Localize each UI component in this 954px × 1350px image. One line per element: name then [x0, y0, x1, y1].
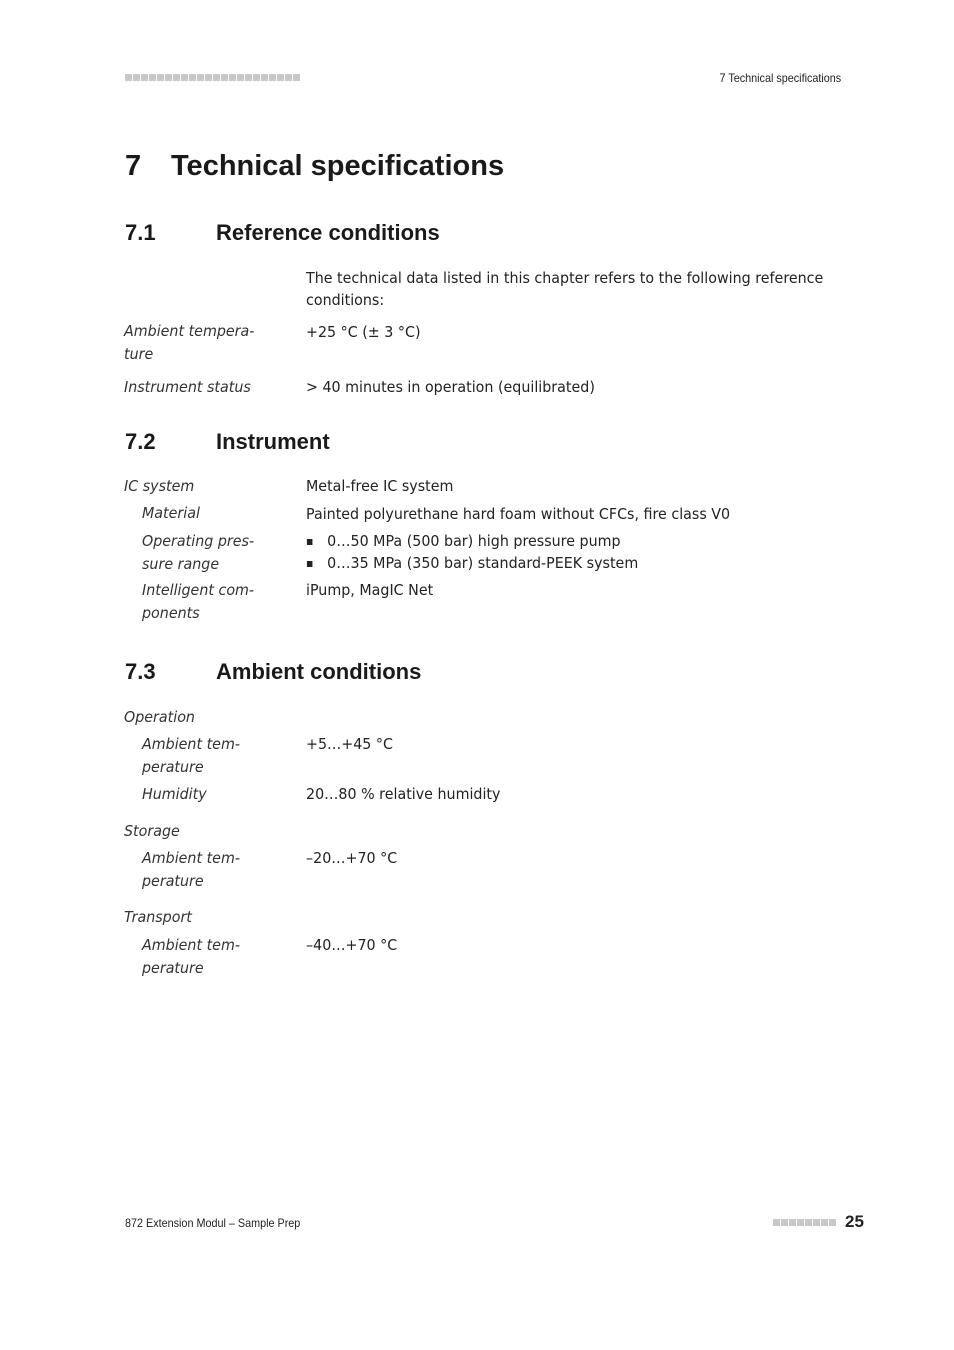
running-header: 7 Technical specifications [719, 71, 841, 85]
section-heading-instrument [125, 429, 330, 455]
label-line: sure range [142, 555, 220, 573]
spec-value: iPump, MagIC Net [306, 581, 434, 599]
chapter-title [125, 150, 504, 183]
label-line: Ambient tem- [142, 735, 241, 753]
section-heading-ambient [125, 659, 421, 685]
label-line: Intelligent com- [142, 581, 255, 599]
running-footer: 872 Extension Modul – Sample Prep [125, 1216, 301, 1230]
spec-value: > 40 minutes in operation (equilibrated) [306, 378, 595, 396]
spec-label [142, 530, 254, 576]
header-decoration [125, 74, 300, 81]
spec-label [142, 733, 240, 779]
chapter-number: 7 [125, 150, 142, 182]
label-line: Ambient tempera- [124, 322, 255, 340]
spec-label: Material [142, 504, 200, 522]
label-line: Ambient tem- [142, 936, 241, 954]
intro-line: The technical data listed in this chapter refers to the following reference [306, 269, 824, 287]
spec-value: 20…80 % relative humidity [306, 785, 501, 803]
label-line: Ambient tem- [142, 849, 241, 867]
spec-value: +5…+45 °C [306, 735, 393, 753]
spec-value: Metal-free IC system [306, 477, 454, 495]
label-line: perature [142, 872, 204, 890]
group-label: Transport [124, 908, 192, 926]
spec-label: Instrument status [124, 378, 251, 396]
label-line: perature [142, 758, 204, 776]
section-title: Instrument [216, 429, 330, 454]
chapter-title-text: Technical specifications [171, 150, 505, 182]
list-item: 0…35 MPa (350 bar) standard-PEEK system [306, 552, 638, 574]
spec-value: +25 °C (± 3 °C) [306, 323, 421, 341]
pressure-list [306, 530, 638, 574]
section-number: 7.2 [125, 429, 156, 454]
list-item: 0…50 MPa (500 bar) high pressure pump [306, 530, 638, 552]
label-line: ponents [142, 604, 200, 622]
group-label: Storage [124, 822, 180, 840]
spec-label [142, 934, 240, 980]
page-number: 25 [845, 1212, 864, 1231]
spec-label: Humidity [142, 785, 207, 803]
spec-label [142, 579, 254, 625]
section-number: 7.3 [125, 659, 156, 684]
spec-label [142, 847, 240, 893]
spec-value: –20…+70 °C [306, 849, 398, 867]
label-line: Operating pres- [142, 532, 255, 550]
spec-label: IC system [124, 477, 195, 495]
group-label: Operation [124, 708, 195, 726]
intro-line: conditions: [306, 291, 385, 309]
spec-label [124, 320, 254, 366]
section-number: 7.1 [125, 220, 156, 245]
label-line: ture [124, 345, 154, 363]
section-title: Ambient conditions [216, 659, 422, 684]
footer-decoration [773, 1219, 836, 1226]
reference-intro [306, 267, 823, 311]
section-heading-reference [125, 220, 440, 246]
label-line: perature [142, 959, 204, 977]
section-title: Reference conditions [216, 220, 440, 245]
spec-value: –40…+70 °C [306, 936, 398, 954]
spec-value: Painted polyurethane hard foam without CFCs, fire class V0 [306, 505, 731, 523]
